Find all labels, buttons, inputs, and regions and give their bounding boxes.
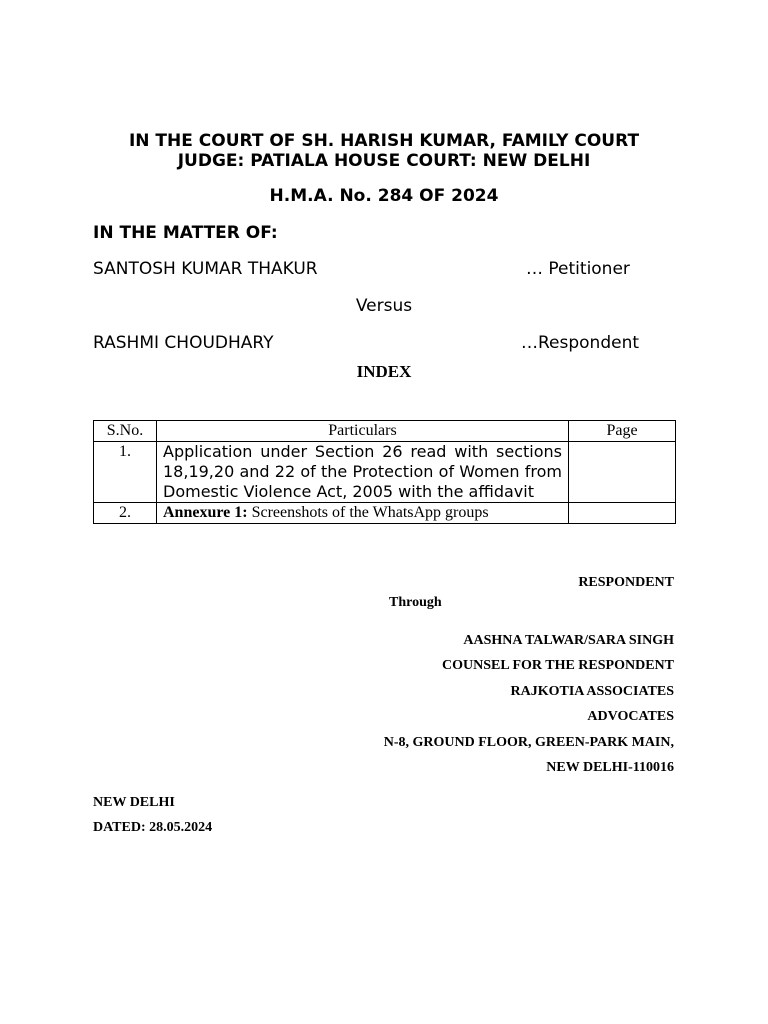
counsel-names: AASHNA TALWAR/SARA SINGH <box>463 633 674 648</box>
versus-label: Versus <box>355 296 413 316</box>
address-line2: NEW DELHI-110016 <box>546 760 674 775</box>
place: NEW DELHI <box>93 795 175 810</box>
annexure-description: Screenshots of the WhatsApp groups <box>247 504 489 521</box>
petitioner-role: … Petitioner <box>526 259 630 279</box>
header-particulars: Particulars <box>157 421 569 442</box>
case-number: H.M.A. No. 284 OF 2024 <box>269 186 499 206</box>
dated: DATED: 28.05.2024 <box>93 820 213 835</box>
signature-through: Through <box>389 595 442 610</box>
designation: ADVOCATES <box>587 709 674 724</box>
index-table-header <box>94 421 676 442</box>
index-title: INDEX <box>356 362 412 381</box>
court-heading-line1: IN THE COURT OF SH. HARISH KUMAR, FAMILY COURT <box>128 131 640 151</box>
respondent-role: …Respondent <box>521 333 640 353</box>
index-table <box>93 420 676 524</box>
row-page <box>569 442 676 503</box>
table-row <box>94 442 676 503</box>
signature-party: RESPONDENT <box>578 575 674 590</box>
address-line1: N-8, GROUND FLOOR, GREEN-PARK MAIN, <box>383 735 674 750</box>
firm-name: RAJKOTIA ASSOCIATES <box>510 684 674 699</box>
header-page: Page <box>569 421 676 442</box>
row-particulars <box>157 503 569 524</box>
row-page <box>569 503 676 524</box>
row-particulars: Application under Section 26 read with sections 18,19,20 and 22 of the Protection of Women from Domestic Violence Act, 2005 with the affidavit <box>157 442 569 503</box>
respondent-name: RASHMI CHOUDHARY <box>93 333 274 353</box>
annexure-label: Annexure 1: <box>163 504 248 521</box>
counsel-for: COUNSEL FOR THE RESPONDENT <box>442 658 674 673</box>
table-row <box>94 503 676 524</box>
petitioner-name: SANTOSH KUMAR THAKUR <box>93 259 318 279</box>
row-sno: 2. <box>94 503 157 524</box>
matter-label: IN THE MATTER OF: <box>93 223 278 243</box>
court-heading-line2: JUDGE: PATIALA HOUSE COURT: NEW DELHI <box>177 151 591 171</box>
header-sno: S.No. <box>94 421 157 442</box>
row-sno: 1. <box>94 442 157 503</box>
